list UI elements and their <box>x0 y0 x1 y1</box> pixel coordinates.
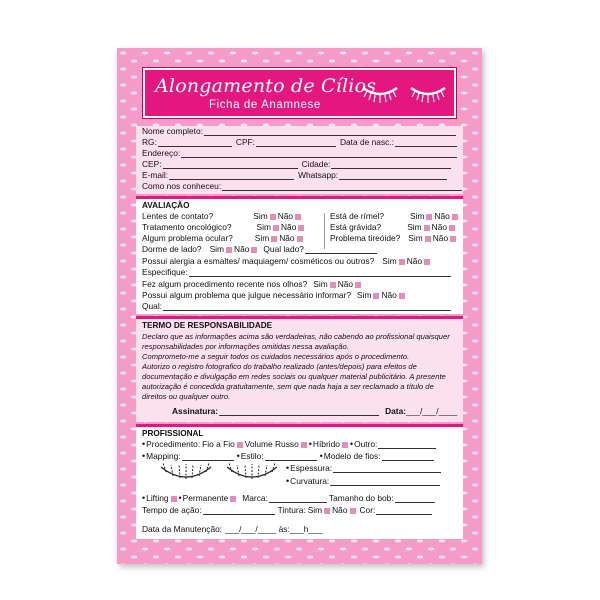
city-label: Cidade: <box>301 159 331 169</box>
procedure-row <box>142 439 436 449</box>
tempo-field[interactable] <box>203 507 275 515</box>
term-heading: TERMO DE RESPONSABILIDADE <box>142 321 273 330</box>
no-label: Não <box>381 290 397 300</box>
whatsapp-field[interactable] <box>339 172 447 180</box>
yes-label: Sim <box>407 222 422 232</box>
maintenance-row <box>142 524 322 534</box>
yes-label: Sim <box>408 233 423 243</box>
modelo-label: Modelo de fios: <box>323 451 381 461</box>
email-field[interactable] <box>169 172 294 180</box>
question-label: Está de rímel? <box>330 211 384 221</box>
signature-field[interactable] <box>219 408 379 416</box>
tintura-yes-checkbox[interactable] <box>324 508 330 514</box>
name-field[interactable] <box>204 128 456 136</box>
q-allergy <box>142 256 432 266</box>
no-checkbox[interactable] <box>399 293 405 299</box>
specify-field[interactable] <box>189 269 451 277</box>
address-label: Endereço: <box>142 148 181 158</box>
tempo-label: Tempo de ação: <box>142 505 202 515</box>
estilo-label: Estilo: <box>240 451 264 461</box>
date-field[interactable]: ___/___/____ <box>406 406 458 416</box>
yes-checkbox[interactable] <box>399 259 405 265</box>
curvatura-field[interactable] <box>330 478 440 486</box>
yes-label: Sim <box>382 256 397 266</box>
tintura-label: Tintura: <box>277 505 306 515</box>
rg-label: RG: <box>142 137 157 147</box>
bullet: • <box>308 439 312 449</box>
cep-field[interactable] <box>163 161 298 169</box>
birth-field[interactable] <box>395 139 457 147</box>
q-pregnant <box>330 222 457 232</box>
term-paragraph-1: Declaro que as informações acima são verdadeiras, não cabendo ao profissional quaisquer responsabilidades por informações omitidas nessa avaliação. <box>142 332 450 351</box>
curvatura-label: Curvatura: <box>290 476 330 486</box>
curvatura-row <box>286 476 440 486</box>
modelo-field[interactable] <box>382 453 434 461</box>
tintura-no-checkbox[interactable] <box>350 508 356 514</box>
bullet: • <box>142 451 146 461</box>
no-label: Não <box>279 233 295 243</box>
bob-label: Tamanho do bob: <box>328 493 394 503</box>
mapping-label: Mapping: <box>146 451 181 461</box>
yes-checkbox[interactable] <box>426 214 432 220</box>
no-label: Não <box>434 211 450 221</box>
question-label: Dorme de lado? <box>142 244 202 254</box>
which-field[interactable] <box>163 303 451 311</box>
birth-label: Data de nasc.: <box>339 137 394 147</box>
q-contact-lens <box>142 211 303 221</box>
q-mascara <box>330 211 460 221</box>
no-checkbox[interactable] <box>355 282 361 288</box>
no-checkbox[interactable] <box>449 225 455 231</box>
procedure-label: Procedimento: <box>146 439 201 449</box>
bullet: • <box>286 463 290 473</box>
bullet: • <box>142 439 146 449</box>
lifting-row <box>142 493 435 503</box>
no-label: Não <box>277 211 294 221</box>
no-label: Não <box>332 505 348 515</box>
question-label: Problema tireóide? <box>330 233 401 243</box>
rg-field[interactable] <box>158 139 232 147</box>
espessura-field[interactable] <box>333 465 441 473</box>
estilo-field[interactable] <box>265 453 317 461</box>
yes-label: Sim <box>253 211 268 221</box>
yes-checkbox[interactable] <box>271 236 277 242</box>
city-field[interactable] <box>331 161 451 169</box>
permanente-checkbox[interactable] <box>230 496 236 502</box>
cep-label: CEP: <box>142 159 162 169</box>
question-label: Tratamento oncológico? <box>142 222 232 232</box>
form-title: Alongamento de Cílios <box>155 75 377 97</box>
question-label: Possui algum problema que julgue necessário informar? <box>142 290 352 300</box>
bullet: • <box>286 476 290 486</box>
volume-russo-checkbox[interactable] <box>301 442 307 448</box>
lash-mapping-right-icon[interactable] <box>224 461 280 489</box>
closed-eye-lash-icon <box>407 78 449 104</box>
q-eye-problem <box>142 233 305 243</box>
which-side-label: Qual lado? <box>263 244 304 254</box>
header-banner <box>143 68 456 118</box>
question-label: Possui alergia a esmaltes/ maquiagem/ cosméticos ou outros? <box>142 256 375 266</box>
evaluation-heading: AVALIAÇÃO <box>142 201 190 210</box>
lifting-checkbox[interactable] <box>171 496 177 502</box>
signature-label: Assinatura: <box>172 406 219 416</box>
professional-heading: PROFISSIONAL <box>142 429 204 438</box>
specify-label: Especifique: <box>142 267 188 277</box>
mapping-field[interactable] <box>182 453 234 461</box>
no-checkbox[interactable] <box>251 247 257 253</box>
cpf-label: CPF: <box>235 137 255 147</box>
maintenance-field[interactable]: ___/___/____ às:___h___ <box>225 524 323 534</box>
address-field[interactable] <box>181 150 457 158</box>
yes-label: Sim <box>307 505 323 515</box>
question-label: Lentes de contato? <box>142 211 214 221</box>
q-thyroid <box>330 233 458 243</box>
q-recent-procedure <box>142 279 363 289</box>
how-label: Como nos conheceu: <box>142 181 222 191</box>
evaluation-panel <box>136 199 463 314</box>
yes-checkbox[interactable] <box>273 225 279 231</box>
marca-label: Marca: <box>242 493 268 503</box>
date-label: Data: <box>385 406 407 416</box>
term-paragraph-2: Comprometo-me a seguir todos os cuidados necessários após o procedimento. <box>142 352 410 361</box>
bob-field[interactable] <box>395 495 435 503</box>
maintenance-label: Data da Manutenção: <box>142 524 223 534</box>
yes-checkbox[interactable] <box>226 247 232 253</box>
tempo-row <box>142 505 432 515</box>
marca-field[interactable] <box>269 495 327 503</box>
no-label: Não <box>406 256 423 266</box>
no-label: Não <box>337 279 354 289</box>
mapping-row <box>142 451 434 461</box>
which-label: Qual: <box>142 301 163 311</box>
q-sleep-side <box>142 244 377 254</box>
bullet: • <box>236 451 240 461</box>
cpf-field[interactable] <box>256 139 336 147</box>
yes-checkbox[interactable] <box>330 282 336 288</box>
lifting-label: Lifting <box>146 493 169 503</box>
hibrido-label: Híbrido <box>312 439 340 449</box>
yes-checkbox[interactable] <box>373 293 379 299</box>
no-label: Não <box>432 233 449 243</box>
question-label: Algum problema ocular? <box>142 233 233 243</box>
lash-mapping-left-icon[interactable] <box>158 461 214 489</box>
fio-a-fio-checkbox[interactable] <box>237 442 243 448</box>
term-paragraph-3: Autorizo o registro fotografico do trabalho realizado (antes/depois) para efeitos de documentação e divulgação em redes sociais ou qualquer material publicitário. A presente autorização é concedida gratuitamente, sem que nada haja a ser reclamado a título de direitos ou qualquer outro. <box>142 362 446 401</box>
closed-eye-lash-icon <box>359 78 401 104</box>
outro-field[interactable] <box>378 441 436 449</box>
yes-label: Sim <box>357 290 372 300</box>
whatsapp-label: Whatsapp: <box>298 170 339 180</box>
no-checkbox[interactable] <box>424 259 430 265</box>
espessura-label: Espessura: <box>290 463 333 473</box>
name-label: Nome completo: <box>142 126 203 136</box>
espessura-row <box>286 463 441 473</box>
yes-label: Sim <box>313 279 328 289</box>
yes-label: Sim <box>209 244 225 254</box>
form-subtitle: Ficha de Anamnese <box>209 99 321 111</box>
bullet: • <box>349 439 354 449</box>
no-checkbox[interactable] <box>295 214 301 220</box>
professional-panel <box>136 427 463 539</box>
hibrido-checkbox[interactable] <box>342 442 348 448</box>
how-field[interactable] <box>222 183 462 191</box>
cor-label: Cor: <box>359 505 376 515</box>
no-label: Não <box>280 222 297 232</box>
which-side-field[interactable] <box>305 246 377 254</box>
question-label: Fez algum procedimento recente nos olhos? <box>142 279 308 289</box>
bullet: • <box>142 493 146 503</box>
no-checkbox[interactable] <box>452 214 458 220</box>
cor-field[interactable] <box>376 507 432 515</box>
yes-label: Sim <box>256 222 271 232</box>
question-label: Está grávida? <box>330 222 382 232</box>
q-oncology <box>142 222 306 232</box>
anamnesis-form-sheet <box>117 48 482 564</box>
yes-checkbox[interactable] <box>424 225 430 231</box>
q-other-problem <box>142 290 407 300</box>
yes-label: Sim <box>254 233 270 243</box>
fio-a-fio-label: Fio a Fio <box>202 439 235 449</box>
no-checkbox[interactable] <box>298 225 304 231</box>
no-label: Não <box>234 244 250 254</box>
no-label: Não <box>431 222 448 232</box>
personal-info-panel <box>136 126 463 194</box>
outro-label: Outro: <box>354 439 378 449</box>
volume-russo-label: Volume Russo <box>244 439 299 449</box>
email-label: E-mail: <box>142 170 169 180</box>
yes-label: Sim <box>410 211 425 221</box>
term-panel <box>136 319 463 422</box>
permanente-label: Permanente <box>182 493 229 503</box>
bullet: • <box>178 493 182 503</box>
yes-checkbox[interactable] <box>270 214 276 220</box>
yes-checkbox[interactable] <box>425 236 431 242</box>
bullet: • <box>319 451 323 461</box>
no-checkbox[interactable] <box>297 236 303 242</box>
no-checkbox[interactable] <box>450 236 456 242</box>
